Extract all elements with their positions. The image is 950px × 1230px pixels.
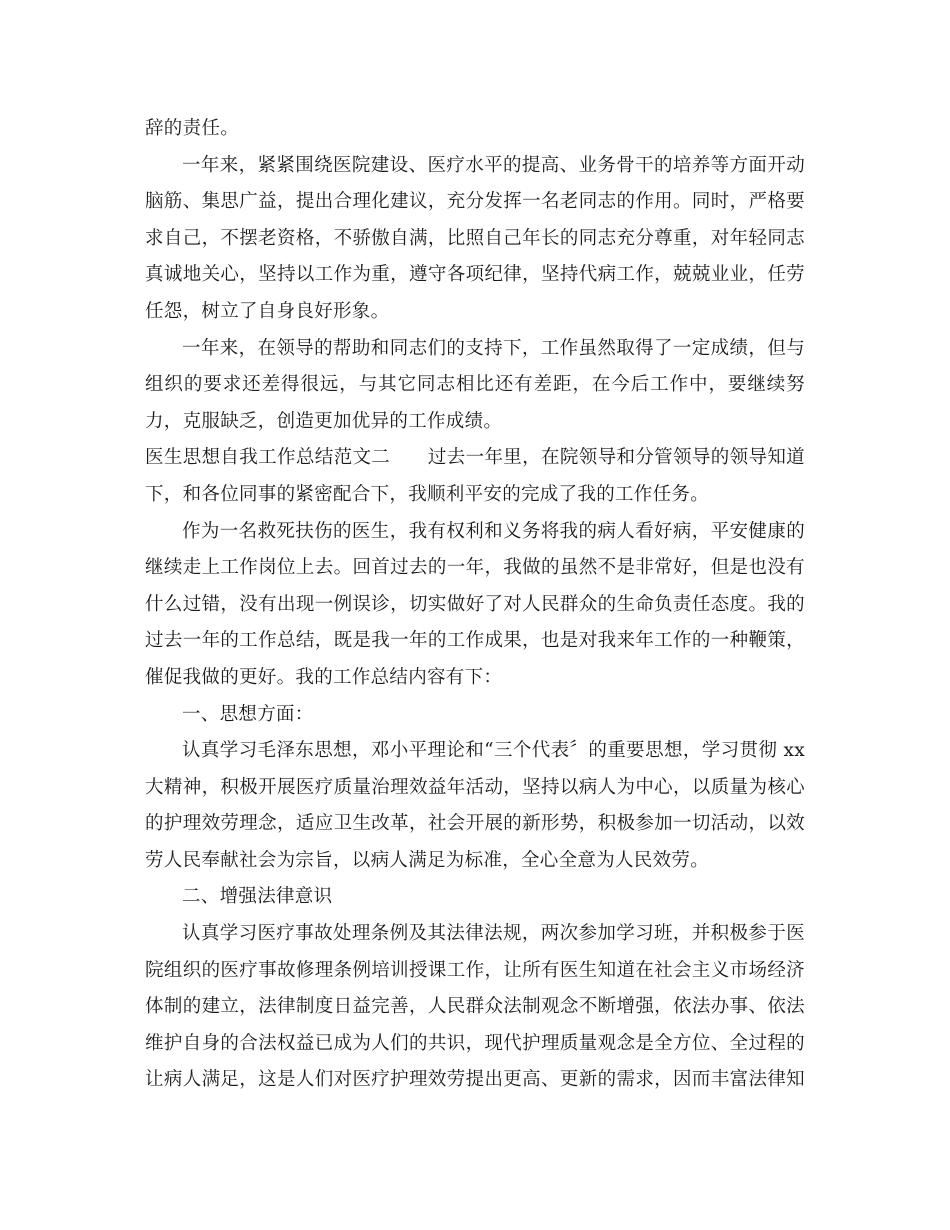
text-line: 医生思想自我工作总结范文二 过去一年里，在院领导和分管领导的领导知道 [145,447,805,469]
text-line: 让病人满足，这是人们对医疗护理效劳提出更高、更新的需求，因而丰富法律知 [145,1069,805,1091]
text-line: 过去一年的工作总结，既是我一年的工作成果，也是对我来年工作的一种鞭策， [145,630,805,652]
text-line: 力，克服缺乏，创造更加优异的工作成绩。 [145,410,503,432]
text-line: 任怨，树立了自身良好形象。 [145,300,390,322]
text-line: 作为一名救死扶伤的医生，我有权利和义务将我的病人看好病，平安健康的 [182,520,805,542]
text-line: 求自己，不摆老资格，不骄傲自满，比照自己年长的同志充分尊重，对年轻同志 [145,227,805,249]
text-line: 真诚地关心，坚持以工作为重，遵守各项纪律，坚持代病工作，兢兢业业，任劳 [145,264,805,286]
text-line: 什么过错，没有出现一例误诊，切实做好了对人民群众的生命负责任态度。我的 [145,593,805,615]
text-line: 催促我做的更好。我的工作总结内容有下： [145,666,503,688]
text-line: 一年来，在领导的帮助和同志们的支持下，工作虽然取得了一定成绩，但与 [182,337,805,359]
text-line: 继续走上工作岗位上去。回首过去的一年，我做的虽然不是非常好，但是也没有 [145,557,805,579]
text-line: 院组织的医疗事故修理条例培训授课工作，让所有医生知道在社会主义市场经济 [145,959,805,981]
text-line: 劳人民奉献社会为宗旨，以病人满足为标准，全心全意为人民效劳。 [145,849,710,871]
text-line: 脑筋、集思广益，提出合理化建议，充分发挥一名老同志的作用。同时，严格要 [145,191,805,213]
text-line: 的护理效劳理念，适应卫生改革，社会开展的新形势，积极参加一切活动，以效 [145,813,805,835]
text-line: 组织的要求还差得很远，与其它同志相比还有差距，在今后工作中，要继续努 [145,374,805,396]
document-page [145,111,805,1099]
text-line: 认真学习医疗事故处理条例及其法律法规，两次参加学习班，并积极参于医 [182,923,805,945]
text-line: 一年来，紧紧围绕医院建设、医疗水平的提高、业务骨干的培养等方面开动 [182,154,805,176]
text-line: 认真学习毛泽东思想，邓小平理论和“三个代表〞的重要思想，学习贯彻 xx [182,740,805,762]
text-line: 下，和各位同事的紧密配合下，我顺利平安的完成了我的工作任务。 [145,483,710,505]
text-line: 一、思想方面： [182,703,314,725]
text-line: 辞的责任。 [145,118,240,139]
text-line: 二、增强法律意识 [182,886,333,908]
text-line: 大精神，积极开展医疗质量治理效益年活动，坚持以病人为中心，以质量为核心 [145,776,805,798]
text-line: 维护自身的合法权益已成为人们的共识，现代护理质量观念是全方位、全过程的 [145,1032,805,1054]
text-line: 体制的建立，法律制度日益完善，人民群众法制观念不断增强，依法办事、依法 [145,996,805,1018]
